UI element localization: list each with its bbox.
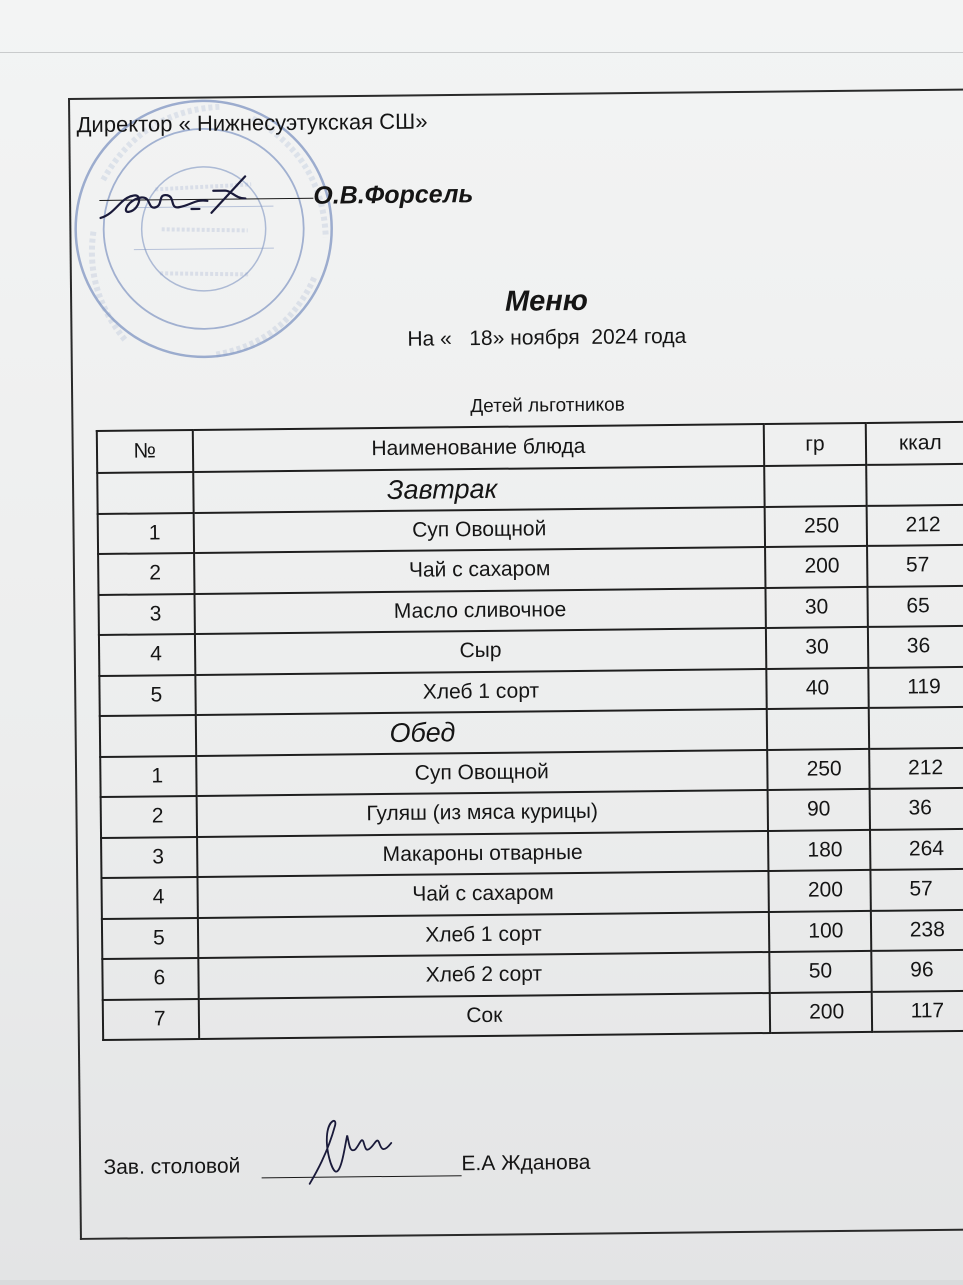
director-title: Директор « Нижнесуэтукская СШ» <box>76 108 428 138</box>
row-number: 1 <box>98 512 194 553</box>
row-number: 3 <box>99 593 195 634</box>
row-grams: 200 <box>765 546 867 588</box>
row-dish: Сок <box>198 992 770 1038</box>
header-dish-name: Наименование блюда <box>192 424 764 472</box>
header-number: № <box>97 430 193 473</box>
row-number: 2 <box>98 553 194 594</box>
row-kcal: 36 <box>869 788 963 830</box>
row-grams: 40 <box>767 667 869 709</box>
row-grams: 200 <box>769 870 871 912</box>
row-grams: 200 <box>770 991 872 1033</box>
footer-name: Е.А Жданова <box>461 1150 591 1176</box>
row-dish: Сыр <box>194 628 766 674</box>
row-grams: 90 <box>768 789 870 831</box>
row-dish: Суп Овощной <box>193 507 765 553</box>
row-dish: Суп Овощной <box>196 749 768 795</box>
row-kcal: 57 <box>867 545 963 587</box>
section-num-cell <box>100 715 196 756</box>
row-kcal: 36 <box>868 626 963 668</box>
row-number: 3 <box>101 836 197 877</box>
section-title-lunch: Обед <box>195 709 767 755</box>
row-kcal: 117 <box>871 990 963 1032</box>
menu-group: Детей льготников <box>470 394 625 418</box>
row-dish: Чай с сахаром <box>197 871 769 917</box>
section-kcal-cell <box>868 707 963 749</box>
row-grams: 30 <box>766 586 868 628</box>
menu-table <box>96 421 963 1041</box>
row-number: 2 <box>101 796 197 837</box>
menu-title: Меню <box>504 284 589 318</box>
section-title-breakfast: Завтрак <box>193 466 765 512</box>
menu-date: На « 18» ноября 2024 года <box>407 324 687 351</box>
row-grams: 30 <box>766 627 868 669</box>
row-grams: 50 <box>770 951 872 993</box>
row-dish: Гуляш (из мяса курицы) <box>196 790 768 836</box>
row-number: 1 <box>100 755 196 796</box>
row-number: 4 <box>99 634 195 675</box>
row-dish: Хлеб 1 сорт <box>195 669 767 715</box>
row-kcal: 57 <box>870 869 963 911</box>
header-grams: гр <box>764 423 866 466</box>
row-number: 5 <box>99 674 195 715</box>
row-kcal: 238 <box>871 909 963 951</box>
row-kcal: 65 <box>867 585 963 627</box>
row-grams: 250 <box>767 748 869 790</box>
footer-position-label: Зав. столовой <box>103 1154 241 1179</box>
row-grams: 180 <box>768 829 870 871</box>
row-kcal: 264 <box>870 828 963 870</box>
row-dish: Масло сливочное <box>194 588 766 634</box>
header-kcal: ккал <box>865 422 963 465</box>
director-signature <box>95 168 266 230</box>
section-gr-cell <box>767 708 869 750</box>
row-dish: Чай с сахаром <box>194 547 766 593</box>
director-name: О.В.Форсель <box>313 180 474 210</box>
row-number: 5 <box>102 917 198 958</box>
row-dish: Хлеб 1 сорт <box>197 911 769 957</box>
row-grams: 100 <box>769 910 871 952</box>
row-kcal: 96 <box>871 950 963 992</box>
row-kcal: 212 <box>866 504 963 546</box>
row-number: 7 <box>103 998 199 1039</box>
row-kcal: 119 <box>868 666 963 708</box>
section-num-cell <box>97 472 193 513</box>
row-kcal: 212 <box>869 747 963 789</box>
row-number: 4 <box>101 877 197 918</box>
row-grams: 250 <box>765 505 867 547</box>
canteen-head-signature <box>305 1113 396 1194</box>
section-gr-cell <box>764 465 866 507</box>
table-row <box>103 990 963 1040</box>
row-dish: Макароны отварные <box>197 830 769 876</box>
row-number: 6 <box>102 958 198 999</box>
row-dish: Хлеб 2 сорт <box>198 952 770 998</box>
section-kcal-cell <box>866 464 963 506</box>
